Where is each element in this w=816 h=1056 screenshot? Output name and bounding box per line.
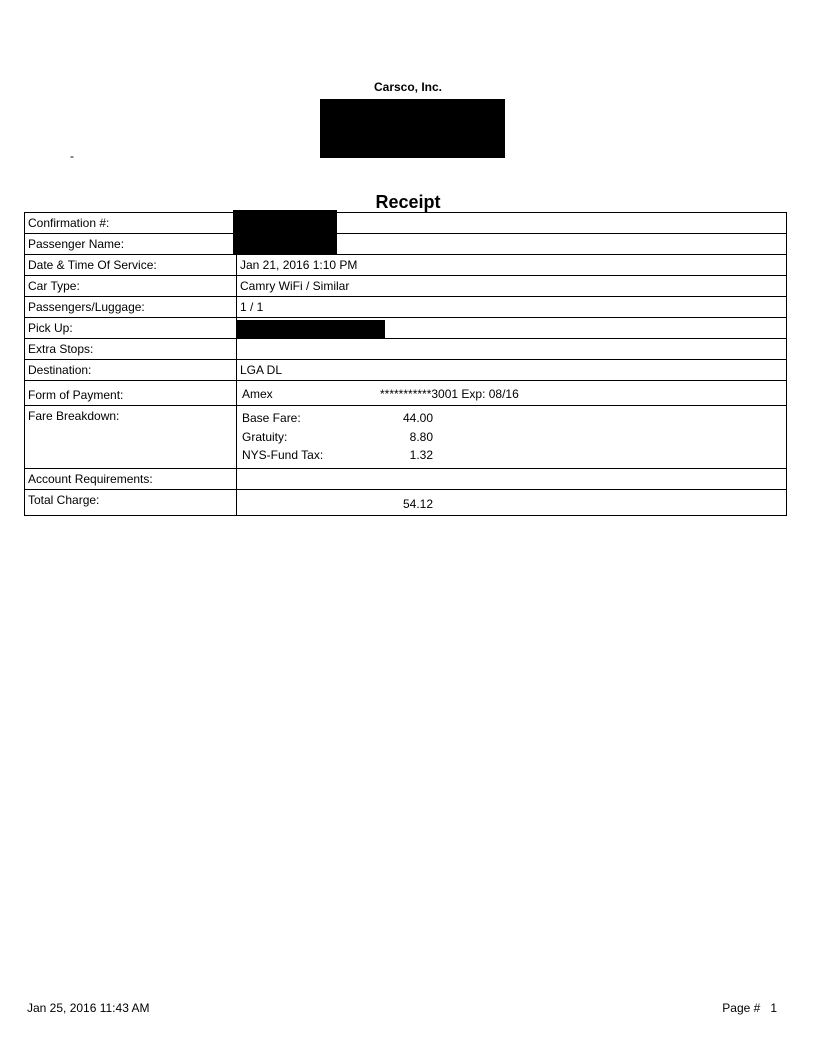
passengers-luggage-value: 1 / 1 <box>240 300 264 314</box>
row-confirmation <box>25 213 786 234</box>
header-dash: - <box>70 149 74 163</box>
payment-label: Form of Payment: <box>25 381 237 405</box>
fare-item-name: Base Fare: <box>242 411 301 425</box>
row-fare <box>25 406 786 469</box>
redacted-address-block <box>320 99 505 158</box>
company-name: Carsco, Inc. <box>373 80 443 94</box>
account-requirements-value <box>237 469 786 489</box>
payment-card: ***********3001 Exp: 08/16 <box>380 387 519 401</box>
confirmation-label: Confirmation #: <box>25 213 237 233</box>
pickup-label: Pick Up: <box>25 318 237 338</box>
fare-breakdown <box>237 406 786 468</box>
total-cell <box>237 490 786 515</box>
destination-value: LGA DL <box>240 363 283 377</box>
passengers-luggage-label: Passengers/Luggage: <box>25 297 237 317</box>
datetime-label: Date & Time Of Service: <box>25 255 237 275</box>
extra-stops-label: Extra Stops: <box>25 339 237 359</box>
destination-label: Destination: <box>25 360 237 380</box>
payment-value <box>237 381 786 405</box>
receipt-table <box>24 212 787 516</box>
redacted-confirmation-passenger <box>233 210 337 254</box>
receipt-title: Receipt <box>375 192 441 212</box>
page-number <box>722 1001 777 1015</box>
page-label: Page # <box>722 1001 761 1015</box>
row-payment <box>25 381 786 406</box>
car-type-value: Camry WiFi / Similar <box>240 279 350 293</box>
row-pickup <box>25 318 786 339</box>
row-car-type <box>25 276 786 297</box>
row-passengers-luggage <box>25 297 786 318</box>
page-value: 1 <box>770 1001 777 1015</box>
row-datetime <box>25 255 786 276</box>
row-extra-stops <box>25 339 786 360</box>
row-passenger <box>25 234 786 255</box>
redacted-pickup <box>237 320 385 338</box>
row-account-requirements <box>25 469 786 490</box>
fare-item-amount: 8.80 <box>409 430 433 444</box>
extra-stops-value <box>237 339 786 359</box>
total-label: Total Charge: <box>25 490 237 515</box>
fare-item-name: Gratuity: <box>242 430 288 444</box>
account-requirements-label: Account Requirements: <box>25 469 237 489</box>
datetime-value: Jan 21, 2016 1:10 PM <box>240 258 358 272</box>
car-type-label: Car Type: <box>25 276 237 296</box>
fare-item-amount: 44.00 <box>402 411 433 425</box>
row-destination <box>25 360 786 381</box>
printed-date: Jan 25, 2016 11:43 AM <box>27 1001 150 1015</box>
fare-item-name: NYS-Fund Tax: <box>242 448 324 462</box>
passenger-label: Passenger Name: <box>25 234 237 254</box>
fare-item-amount: 1.32 <box>409 448 433 462</box>
fare-label: Fare Breakdown: <box>25 406 237 468</box>
payment-method: Amex <box>242 387 273 401</box>
total-value: 54.12 <box>402 497 433 511</box>
row-total <box>25 490 786 515</box>
